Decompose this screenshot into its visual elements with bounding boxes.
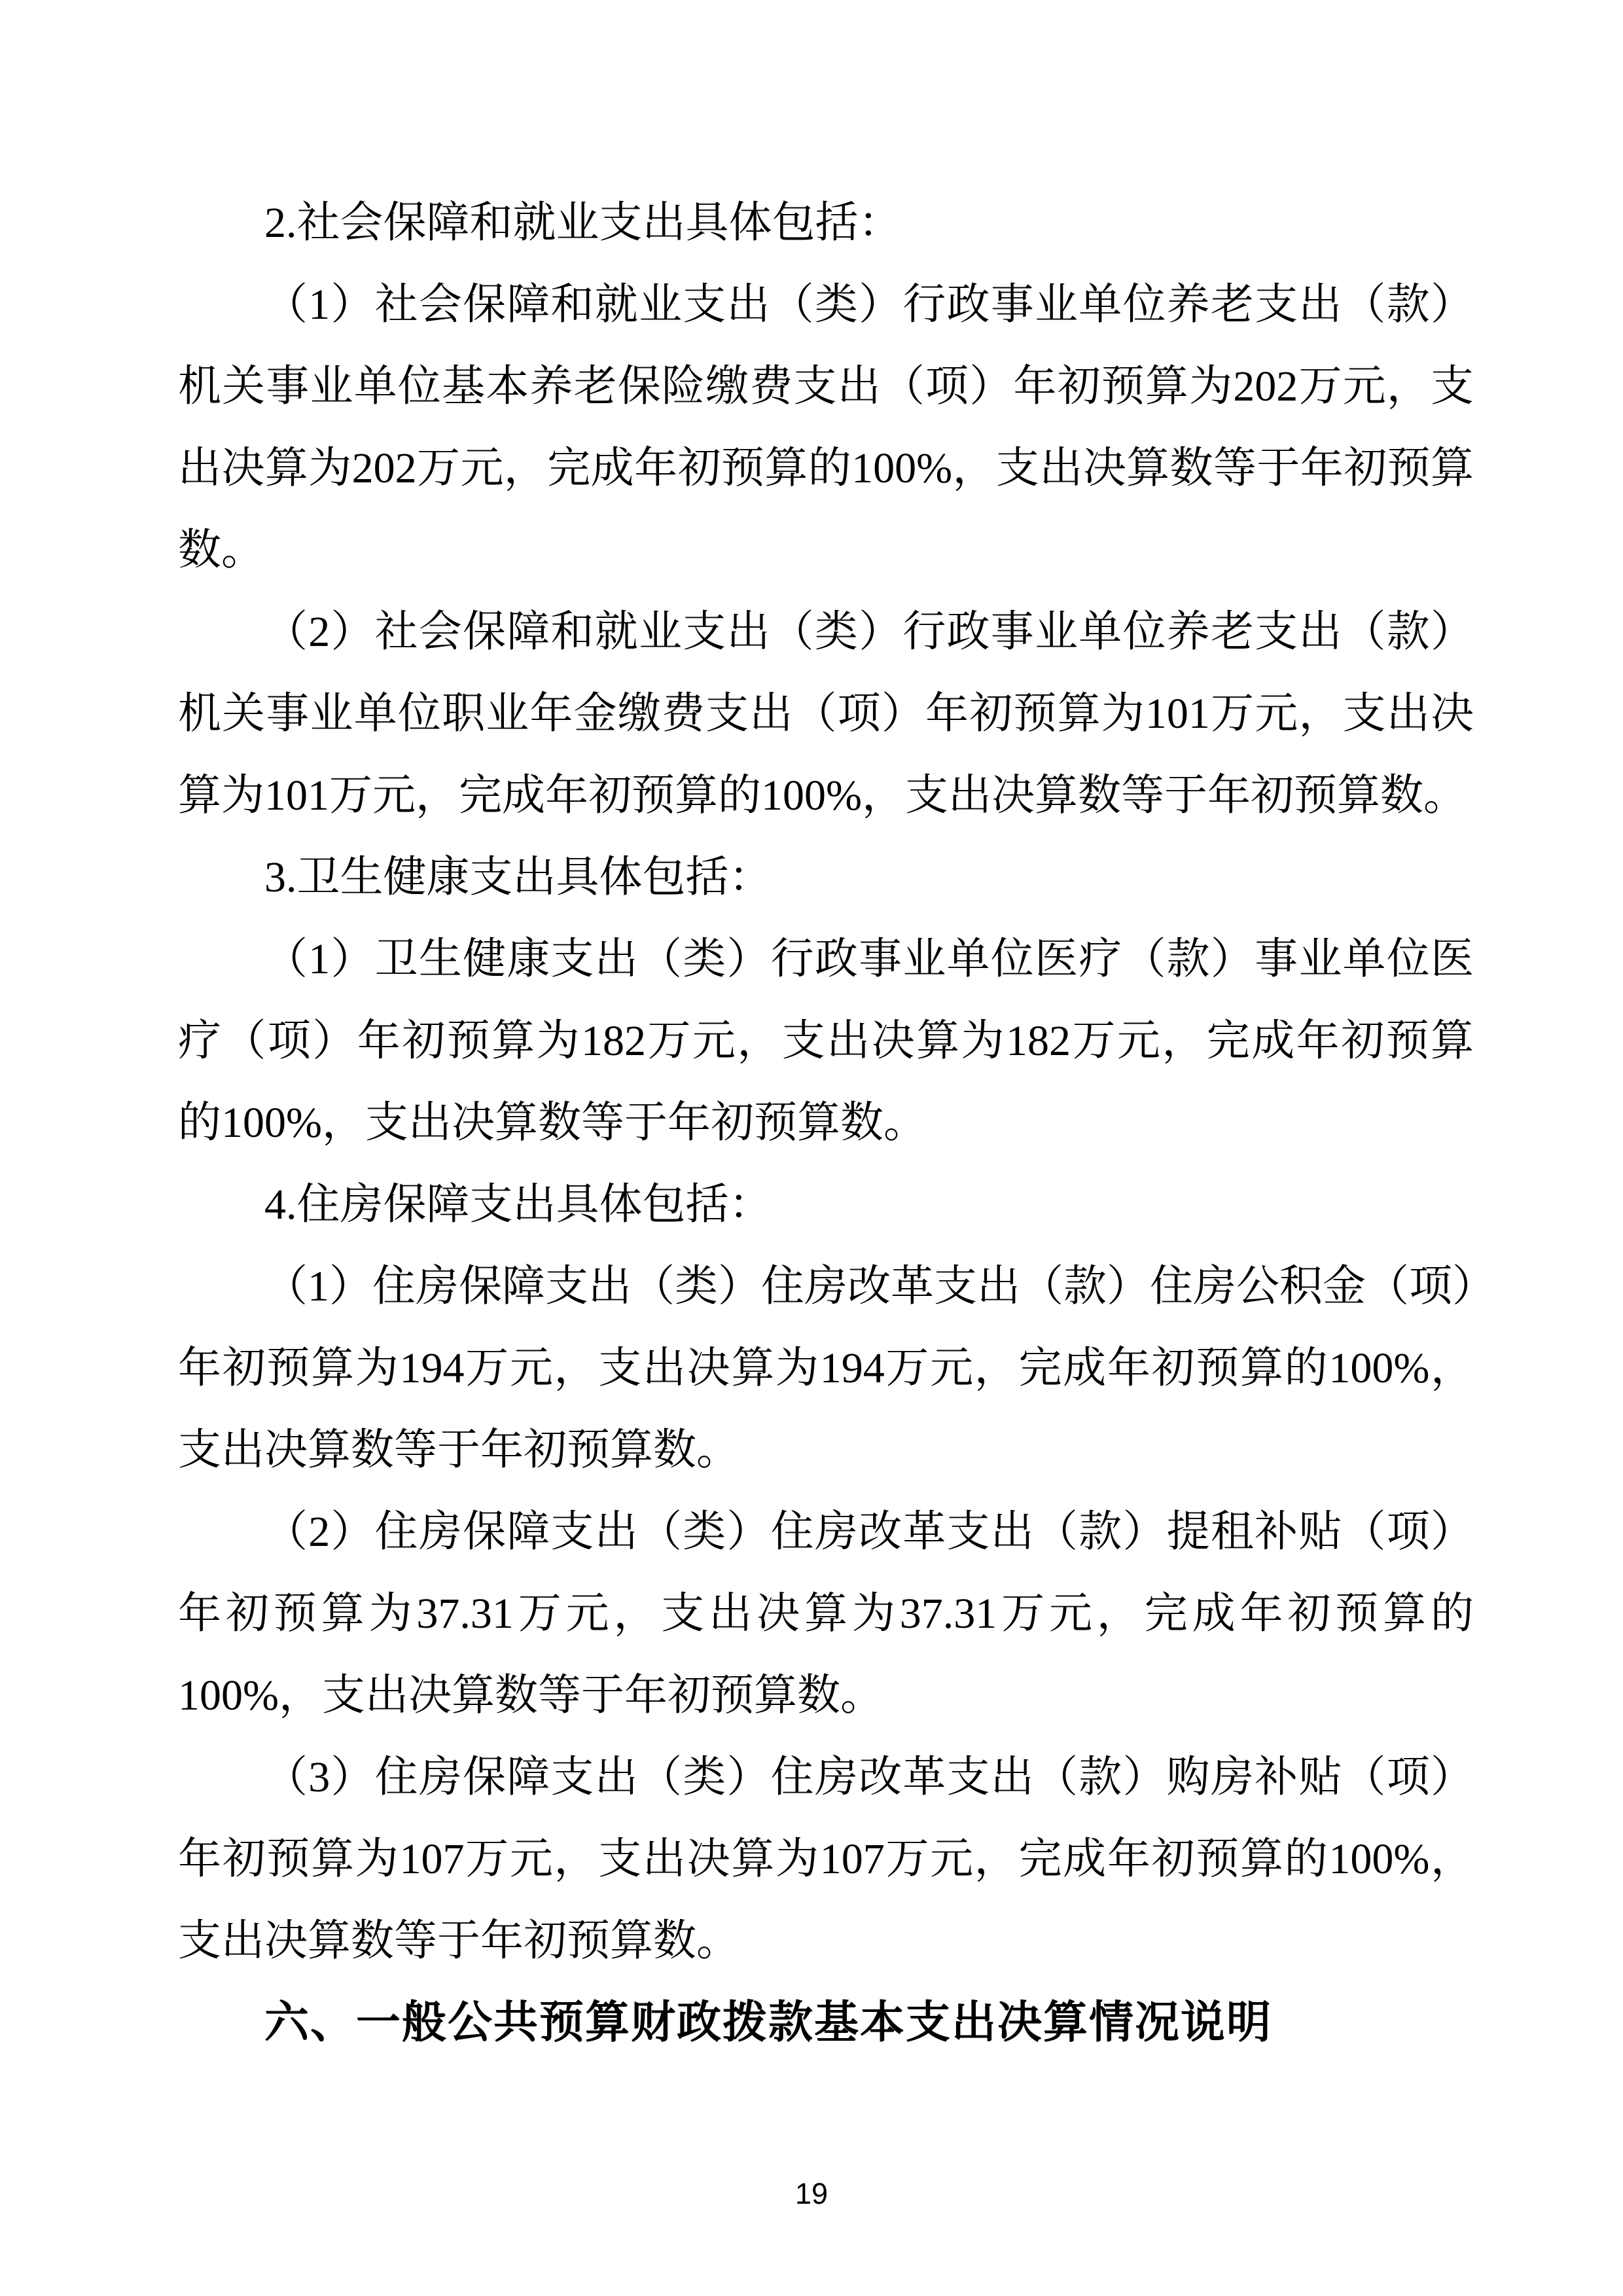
paragraph-line: 年初预算为107万元，支出决算为107万元，完成年初预算的100%， [178, 1835, 1474, 1883]
paragraph-line: （1）卫生健康支出（类）行政事业单位医疗（款）事业单位医 [264, 935, 1474, 983]
paragraph-line: 机关事业单位职业年金缴费支出（项）年初预算为101万元，支出决 [178, 690, 1474, 738]
paragraph-line: （3）住房保障支出（类）住房改革支出（款）购房补贴（项） [264, 1753, 1474, 1801]
paragraph-line: 2.社会保障和就业支出具体包括： [264, 199, 902, 247]
paragraph-line: 机关事业单位基本养老保险缴费支出（项）年初预算为202万元，支 [178, 363, 1474, 410]
page-number: 19 [794, 2177, 829, 2210]
paragraph-line: 支出决算数等于年初预算数。 [178, 1917, 740, 1965]
paragraph-line: 年初预算为194万元，支出决算为194万元，完成年初预算的100%， [178, 1344, 1474, 1392]
paragraph-line: 数。 [178, 526, 264, 574]
paragraph-line: 3.卫生健康支出具体包括： [264, 853, 772, 901]
document-body [178, 182, 1495, 2064]
paragraph-line: 4.住房保障支出具体包括： [264, 1181, 772, 1229]
paragraph-line: 算为101万元，完成年初预算的100%，支出决算数等于年初预算数。 [178, 772, 1467, 819]
paragraph-line: （2）社会保障和就业支出（类）行政事业单位养老支出（款） [264, 608, 1474, 656]
paragraph-line: 出决算为202万元，完成年初预算的100%，支出决算数等于年初预算 [178, 444, 1474, 492]
paragraph-line: （1）社会保障和就业支出（类）行政事业单位养老支出（款） [264, 281, 1474, 329]
paragraph-line: 支出决算数等于年初预算数。 [178, 1426, 740, 1474]
paragraph-line: 年初预算为37.31万元，支出决算为37.31万元，完成年初预算的 [178, 1590, 1474, 1638]
paragraph-line: （2）住房保障支出（类）住房改革支出（款）提租补贴（项） [264, 1508, 1474, 1556]
paragraph-line: 疗（项）年初预算为182万元，支出决算为182万元，完成年初预算 [178, 1017, 1474, 1065]
paragraph-line: （1）住房保障支出（类）住房改革支出（款）住房公积金（项） [264, 1263, 1495, 1310]
paragraph-line: 100%，支出决算数等于年初预算数。 [178, 1672, 883, 1719]
section-heading: 六、一般公共预算财政拨款基本支出决算情况说明 [264, 1998, 1273, 2047]
paragraph-line: 的100%，支出决算数等于年初预算数。 [178, 1099, 927, 1147]
